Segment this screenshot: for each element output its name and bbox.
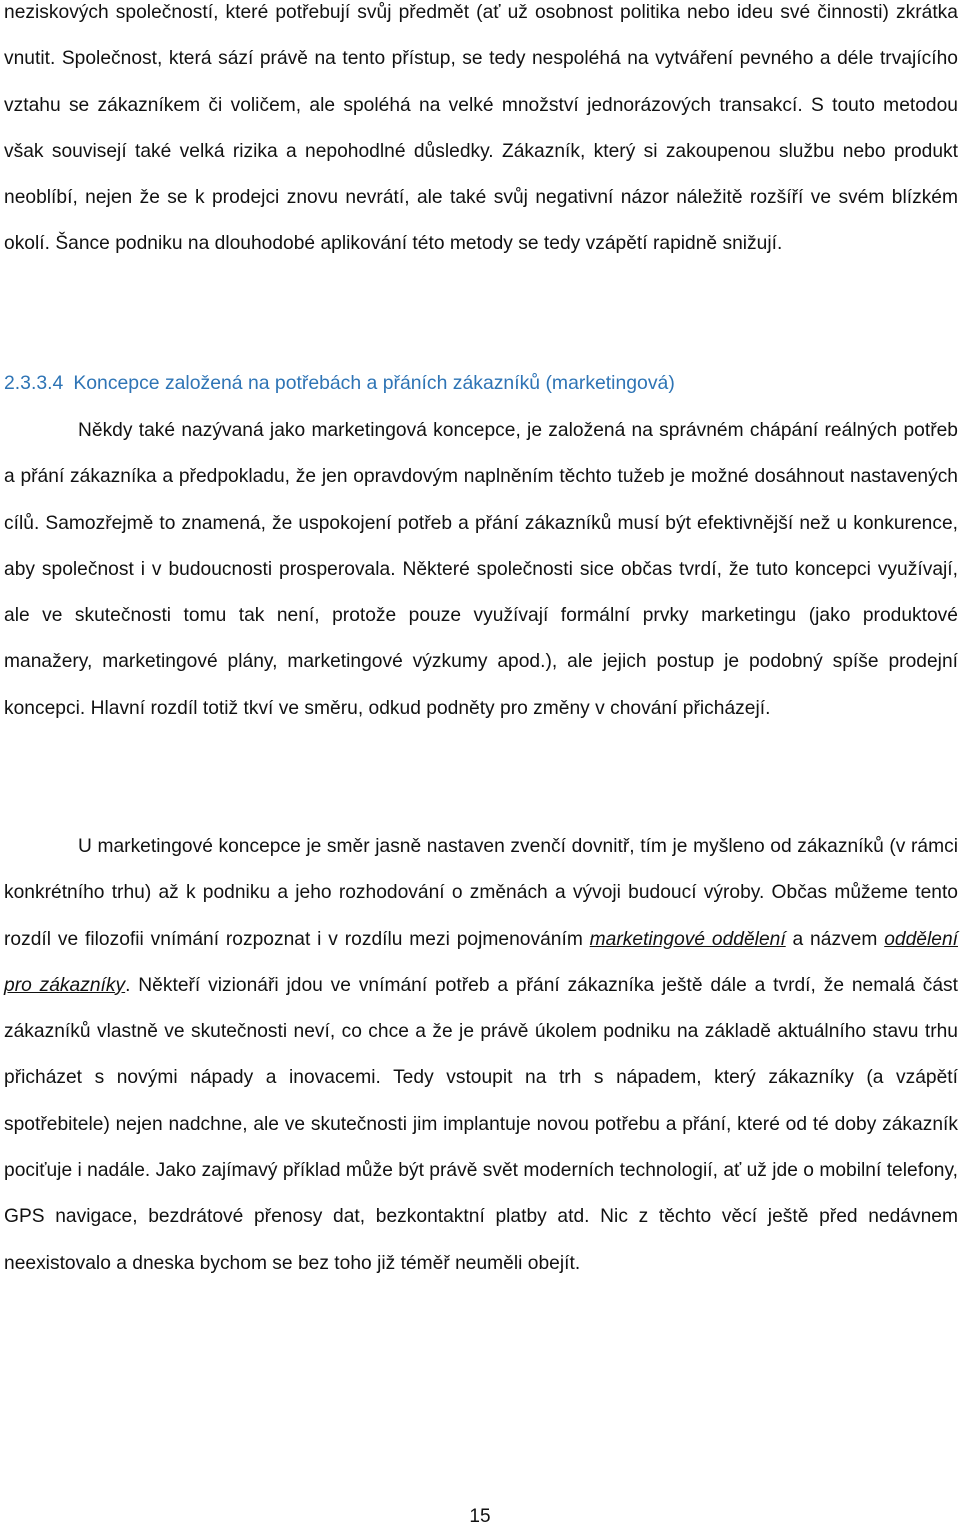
page-number: 15 (469, 1506, 491, 1527)
paragraph-outside-in (4, 824, 958, 1287)
paragraph-marketing-concept: Někdy také nazývaná jako marketingová koncepce, je založená na správném chápání reálných potřeb a přání zákazníka a předpokladu, že jen opravdovým naplněním těchto tužeb je možné dosáhnout nastavených cílů. Samozřejmě to znamená, že uspokojení potřeb a přání zákazníků musí být efektivnější než u konkurence, aby společnost i v budoucnosti prosperovala. Některé společnosti sice občas tvrdí, že tuto koncepci využívají, ale ve skutečnosti tomu tak není, protože pouze využívají formální prvky marketingu (jako produktové manažery, marketingové plány, marketingové výzkumy apod.), ale jejich postup je podobný spíše prodejní koncepci. Hlavní rozdíl totiž tkví ve směru, odkud podněty pro změny v chování přicházejí. (4, 420, 958, 719)
term-marketing-department: marketingové oddělení (589, 928, 786, 950)
paragraph-text-part-3: . Někteří vizionáři jdou ve vnímání potřeb a přání zákazníka ještě dále a tvrdí, že nemalá část zákazníků vlastně ve skutečnosti neví, co chce a že je právě úkolem podniku na základě aktuálního stavu trhu přicházet s novými nápady a inovacemi. Tedy vstoupit na trh s nápadem, který zákazníky (a vzápětí spotřebitele) nejen nadchne, ale ve skutečnosti jim implantuje novou potřebu a přání, které od té doby zákazník pociťuje i nadále. Jako zajímavý příklad může být právě svět moderních technologií, ať už jde o mobilní telefony, GPS navigace, bezdrátové přenosy dat, bezkontaktní platby atd. Nic z těchto věcí ještě před nedávnem neexistovalo a dneska bychom se bez toho již téměř neuměli obejít. (4, 974, 958, 1274)
section-title: Koncepce založená na potřebách a přáních zákazníků (marketingová) (73, 372, 675, 394)
paragraph-text-part-2: a názvem (785, 928, 885, 950)
section-number: 2.3.3.4 (4, 372, 64, 394)
paragraph-text-part-1: U marketingové koncepce je směr jasně nastaven zvenčí dovnitř, tím je myšleno od zákazníků (v rámci konkrétního trhu) až k podniku a jeho rozhodování o změnách a vývoji budoucí výroby. Občas můžeme tento rozdíl ve filozofii vnímání rozpoznat i v rozdílu mezi pojmenováním (4, 836, 958, 950)
term-customer-department: oddělení pro zákazníky (4, 928, 958, 996)
section-heading (4, 360, 675, 406)
paragraph-continuation: neziskových společností, které potřebují svůj předmět (ať už osobnost politika nebo ideu své činnosti) zkrátka vnutit. Společnost, která sází právě na tento přístup, se tedy nespoléhá na vytváření pevného a déle trvajícího vztahu se zákazníkem či voličem, ale spoléhá na velké množství jednorázových transakcí. S touto metodou však souvisejí také velká rizika a nepohodlné důsledky. Zákazník, který si zakoupenou službu nebo produkt neoblíbí, nejen že se k prodejci znovu nevrátí, ale také svůj negativní názor náležitě rozšíří ve svém blízkém okolí. Šance podniku na dlouhodobé aplikování této metody se tedy vzápětí rapidně snižují. (4, 2, 958, 255)
